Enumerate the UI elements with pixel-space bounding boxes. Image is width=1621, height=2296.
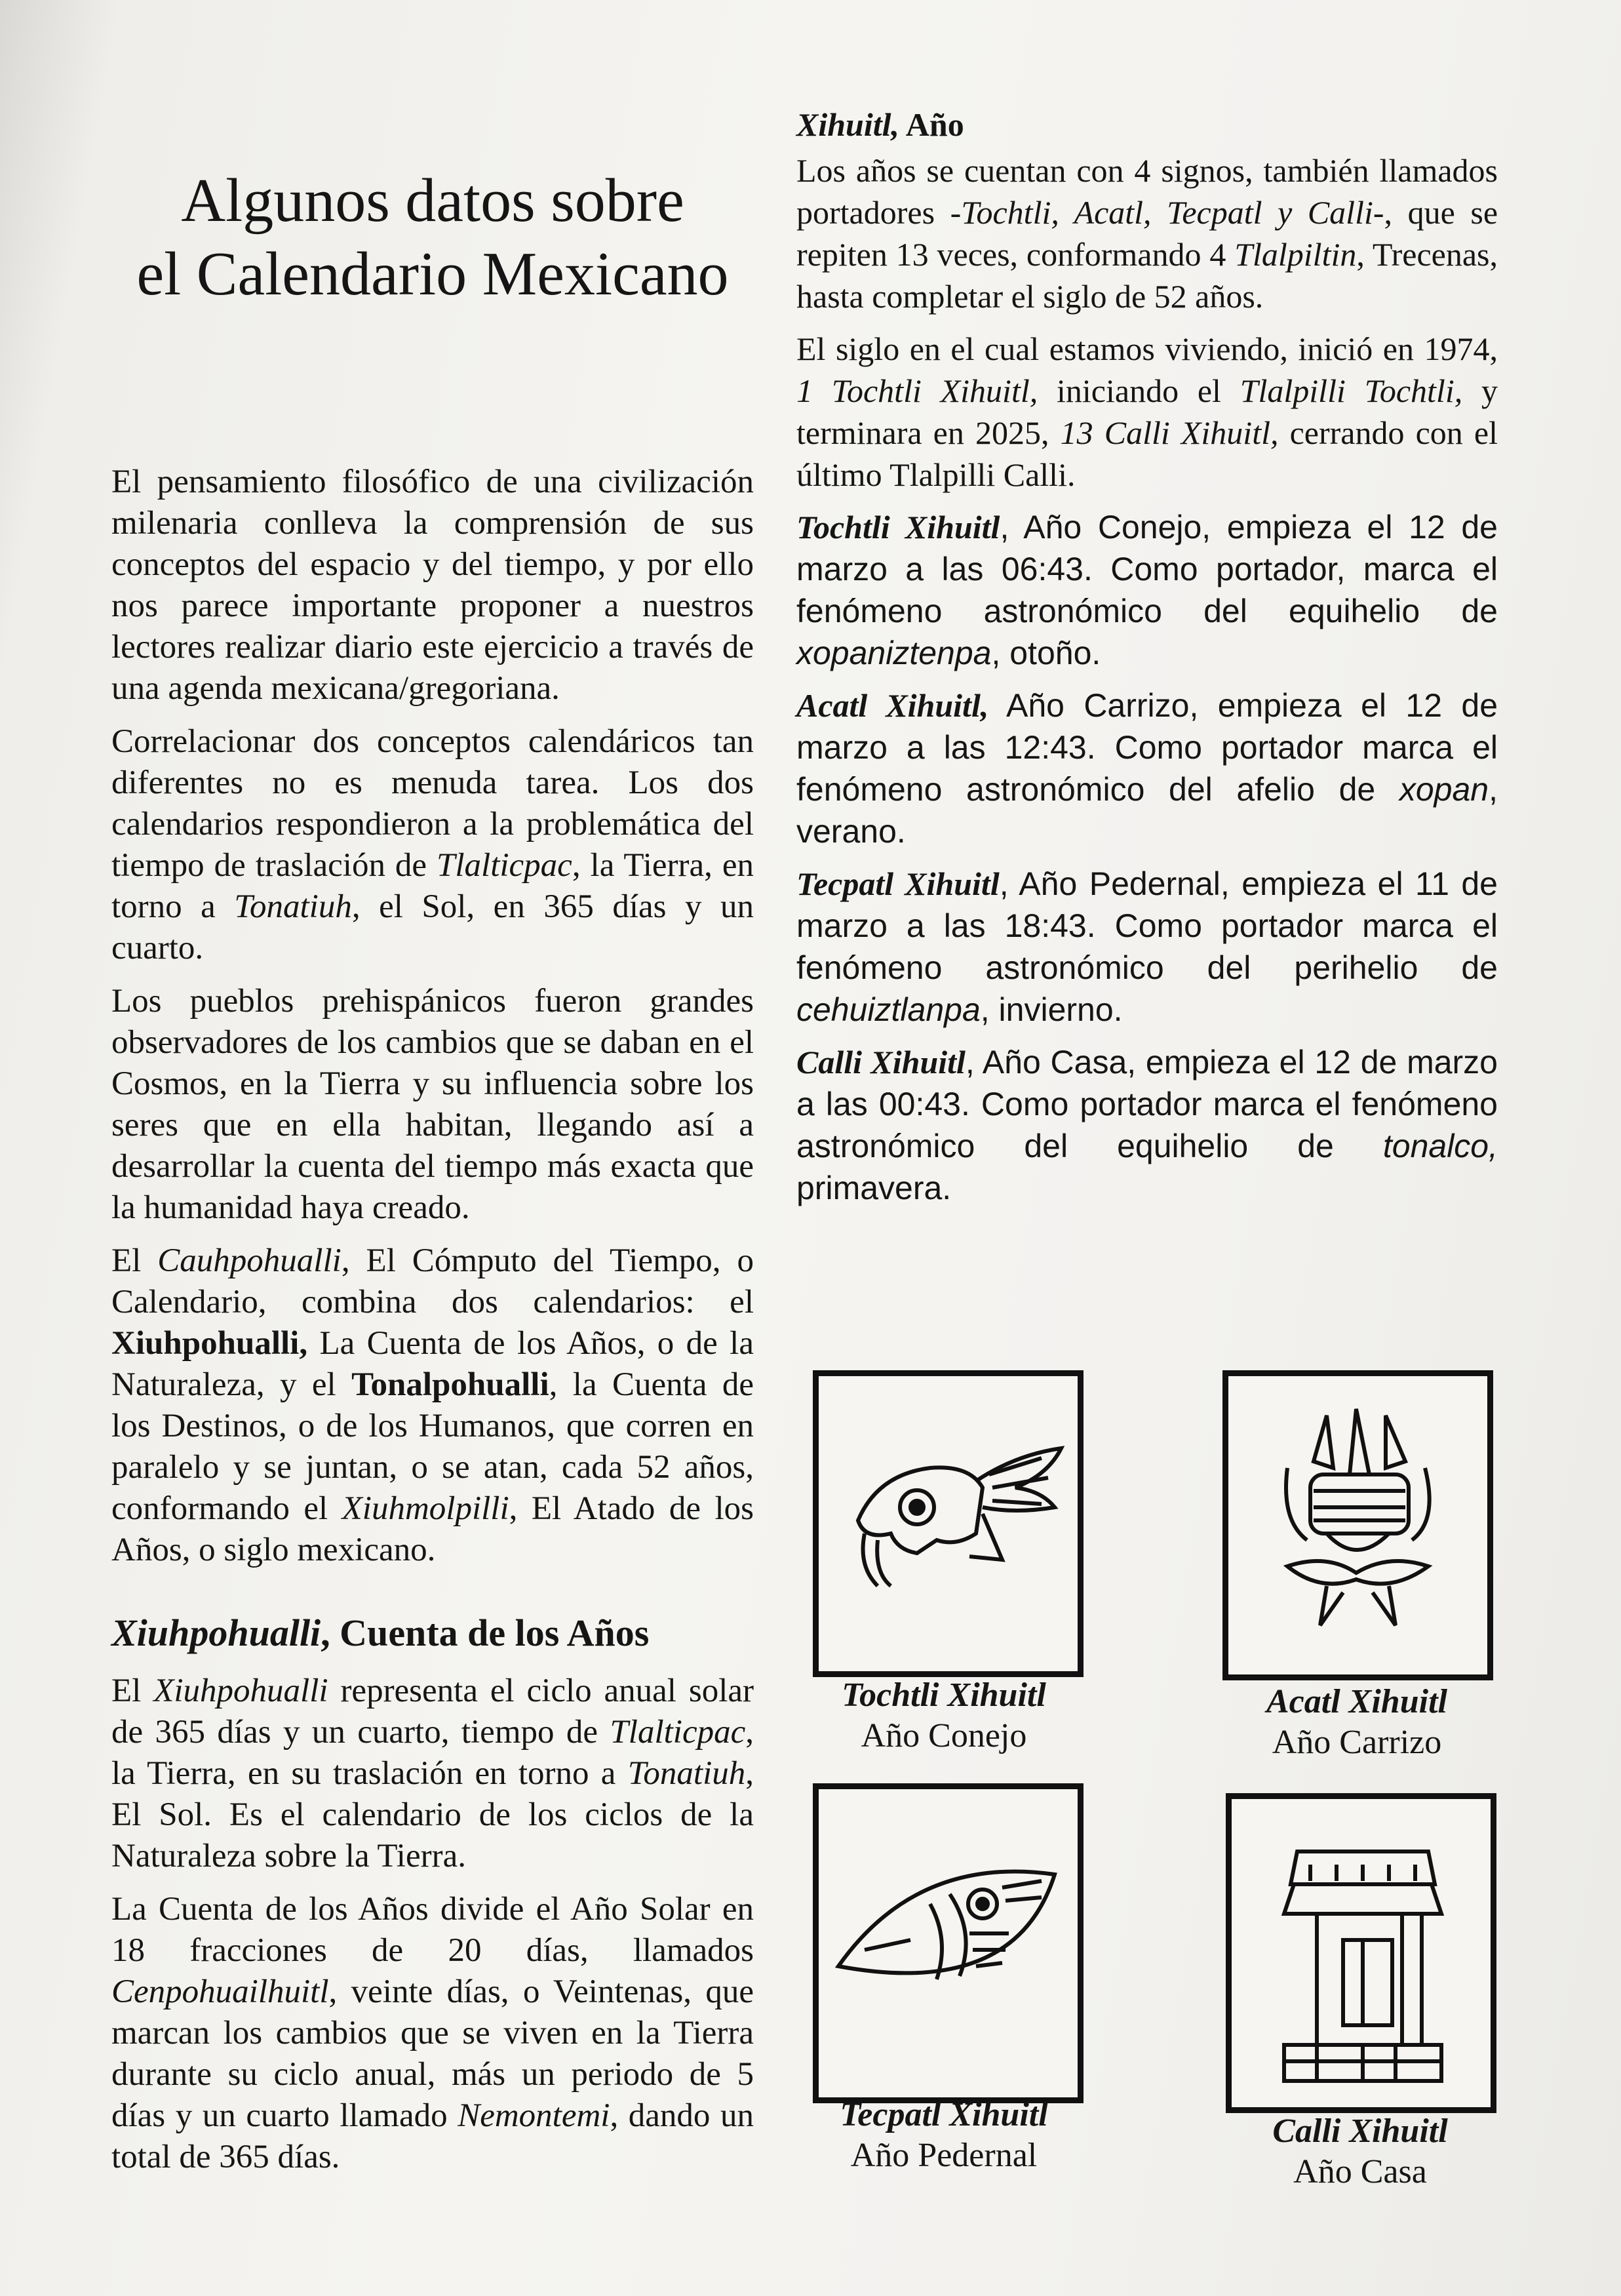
term-tonalco: tonalco,	[1382, 1128, 1498, 1164]
text: El	[111, 1242, 158, 1279]
text: , la Tierra, en su traslación en torno a	[111, 1714, 754, 1792]
term-xiuhpohualli-italic: Xiuhpohualli	[153, 1673, 328, 1709]
text: , Trecenas, hasta completar el siglo de 52 años.	[796, 236, 1498, 315]
caption-acatl	[1193, 1682, 1521, 1763]
text: El siglo en el cual estamos viviendo, inició en 1974,	[796, 330, 1498, 367]
text: Año Carrizo, empieza el 12 de marzo a las 12:43. Como portador marca el fenómeno astronómico del afelio de	[796, 687, 1498, 808]
house-glyph-box	[1226, 1793, 1496, 2113]
term-xopan: xopan	[1399, 771, 1489, 808]
text: , El Cómputo del Tiempo, o Calendario, combina dos calendarios: el	[111, 1242, 754, 1320]
term-signos: Tochtli, Acatl, Tecpatl y Calli-	[961, 194, 1384, 231]
subheading-italic: Xihuitl,	[796, 106, 900, 143]
term-tlalpiltin: Tlalpiltin	[1234, 236, 1357, 273]
caption-label: Año Pedernal	[850, 2137, 1038, 2174]
reed-glyph-box	[1222, 1370, 1493, 1680]
paragraph-correlacionar	[111, 721, 754, 969]
caption-name: Acatl Xihuitl	[1266, 1683, 1447, 1720]
right-column	[796, 105, 1498, 1219]
caption-name: Tochtli Xihuitl	[842, 1676, 1046, 1714]
term-xiuhpohualli: Xiuhpohualli,	[111, 1325, 308, 1362]
text: , Año Conejo, empieza el 12 de marzo a las 06:43. Como portador, marca el fenómeno astronómico del equihelio de	[796, 509, 1498, 629]
text: La Cuenta de los Años, o de la Naturaleza, y el	[111, 1325, 754, 1403]
text: representa el ciclo anual solar de 365 días y un cuarto, tiempo de	[111, 1673, 754, 1751]
paragraph-tochtli	[796, 506, 1498, 674]
caption-calli	[1196, 2111, 1524, 2192]
term-cenpohuailhuitl: Cenpohuailhuitl	[111, 1973, 329, 2010]
caption-label: Año Casa	[1293, 2153, 1427, 2190]
text: , otoño.	[991, 635, 1101, 671]
flint-glyph-box	[813, 1783, 1084, 2103]
text: , El Sol. Es el calendario de los ciclos de la Naturaleza sobre la Tierra.	[111, 1755, 754, 1874]
section-heading-xiuhpohualli	[111, 1610, 754, 1656]
text: y terminara en 2025,	[796, 372, 1498, 451]
paragraph-acatl	[796, 684, 1498, 852]
title-line-1: Algunos datos sobre	[181, 167, 684, 235]
paragraph-pueblos: Los pueblos prehispánicos fueron grandes observadores de los cambios que se daban en el Cosmos, en la Tierra y su influencia sobre los seres que en ella habitan, llegando así a desarrollar la cuenta del tiempo más exacta que la humanidad haya creado.	[111, 983, 754, 1226]
text: , verano.	[796, 771, 1498, 850]
text: , El Atado de los Años, o siglo mexicano.	[111, 1490, 754, 1568]
term-tonatiuh: Tonatiuh	[627, 1755, 746, 1792]
subheading-rest: Año	[899, 106, 964, 143]
text: , Año Pedernal, empieza el 11 de marzo a las 18:43. Como portador marca el fenómeno astronómico del perihelio de	[796, 865, 1498, 986]
term-tlalticpac: Tlalticpac	[437, 847, 572, 884]
paragraph-tecpatl	[796, 863, 1498, 1031]
paragraph-cauhpohualli	[111, 1240, 754, 1571]
term-cehuiztlanpa: cehuiztlanpa	[796, 991, 981, 1028]
subheading-xihuitl	[796, 105, 1498, 144]
heading-rest: , Cuenta de los Años	[321, 1612, 650, 1654]
term-nemontemi: Nemontemi	[458, 2097, 610, 2134]
text: , Año Casa, empieza el 12 de marzo a las 00:43. Como portador marca el fenómeno astronómico del equihelio de	[796, 1044, 1498, 1164]
text: iniciando el	[1038, 372, 1240, 409]
paragraph-cuenta-anos	[111, 1889, 754, 2178]
text: El	[111, 1673, 154, 1709]
title-line-2: el Calendario Mexicano	[136, 240, 729, 308]
term-13-calli: 13 Calli Xihuitl,	[1060, 414, 1279, 451]
term-1-tochtli: 1 Tochtli Xihuitl,	[796, 372, 1038, 409]
text: , el Sol, en 365 días y un cuarto.	[111, 888, 754, 966]
text: Correlacionar dos conceptos calendáricos tan diferentes no es menuda tarea. Los dos calendarios respondieron a la problemática del tiempo de traslación de	[111, 723, 754, 884]
term-tecpatl-xihuitl: Tecpatl Xihuitl	[796, 865, 1000, 902]
term-xiuhmolpilli: Xiuhmolpilli	[342, 1490, 509, 1527]
term-calli-xihuitl: Calli Xihuitl	[796, 1044, 966, 1080]
caption-tecpatl	[780, 2095, 1108, 2176]
caption-name: Tecpatl Xihuitl	[840, 2096, 1048, 2133]
text: , la Tierra, en torno a	[111, 847, 754, 925]
caption-label: Año Conejo	[861, 1717, 1027, 1754]
rabbit-glyph-icon	[819, 1376, 1078, 1671]
paragraph-xiuhpohualli	[111, 1671, 754, 1877]
text: Los años se cuentan con 4 signos, también llamados portadores -	[796, 152, 1498, 231]
text: primavera.	[796, 1170, 952, 1206]
term-tochtli-xihuitl: Tochtli Xihuitl	[796, 509, 1000, 545]
text: , la Cuenta de los Destinos, o de los Humanos, que corren en paralelo y se juntan, o se atan, cada 52 años, conformando el	[111, 1366, 754, 1527]
term-tlalticpac: Tlalticpac	[610, 1714, 746, 1751]
text: cerrando con el último Tlalpilli Calli.	[796, 414, 1498, 493]
page-title	[111, 164, 754, 311]
flint-glyph-icon	[819, 1789, 1078, 2097]
paragraph-signos	[796, 149, 1498, 317]
left-column	[111, 125, 754, 2190]
rabbit-glyph-box	[813, 1370, 1084, 1677]
text: , que se repiten 13 veces, conformando 4	[796, 194, 1498, 273]
heading-italic: Xiuhpohualli	[111, 1612, 321, 1654]
reed-glyph-icon	[1228, 1376, 1487, 1674]
term-acatl-xihuitl: Acatl Xihuitl,	[796, 687, 989, 724]
text: La Cuenta de los Años divide el Año Solar en 18 fracciones de 20 días, llamados	[111, 1891, 754, 1969]
house-glyph-icon	[1232, 1799, 1491, 2107]
term-tlalpilli-tochtli: Tlalpilli Tochtli,	[1240, 372, 1463, 409]
term-tonalpohualli: Tonalpohualli	[351, 1366, 549, 1403]
text: , invierno.	[980, 991, 1123, 1028]
term-xopaniztenpa: xopaniztenpa	[796, 635, 992, 671]
caption-label: Año Carrizo	[1272, 1724, 1442, 1761]
text: , veinte días, o Veintenas, que marcan los cambios que se viven en la Tierra durante su ciclo anual, más un periodo de 5 días y un cuarto llamado	[111, 1973, 754, 2134]
paragraph-calli	[796, 1041, 1498, 1209]
paragraph-siglo	[796, 328, 1498, 496]
text: , dando un total de 365 días.	[111, 2097, 754, 2175]
term-cauhpohualli: Cauhpohualli	[157, 1242, 342, 1279]
term-tonatiuh: Tonatiuh	[234, 888, 352, 925]
intro-paragraph: El pensamiento filosófico de una civilización milenaria conlleva la comprensión de sus conceptos del espacio y del tiempo, y por ello nos parece importante proponer a nuestros lectores realizar diario este ejercicio a través de una agenda mexicana/gregoriana.	[111, 464, 754, 707]
caption-tochtli	[780, 1675, 1108, 1756]
caption-name: Calli Xihuitl	[1272, 2112, 1448, 2150]
